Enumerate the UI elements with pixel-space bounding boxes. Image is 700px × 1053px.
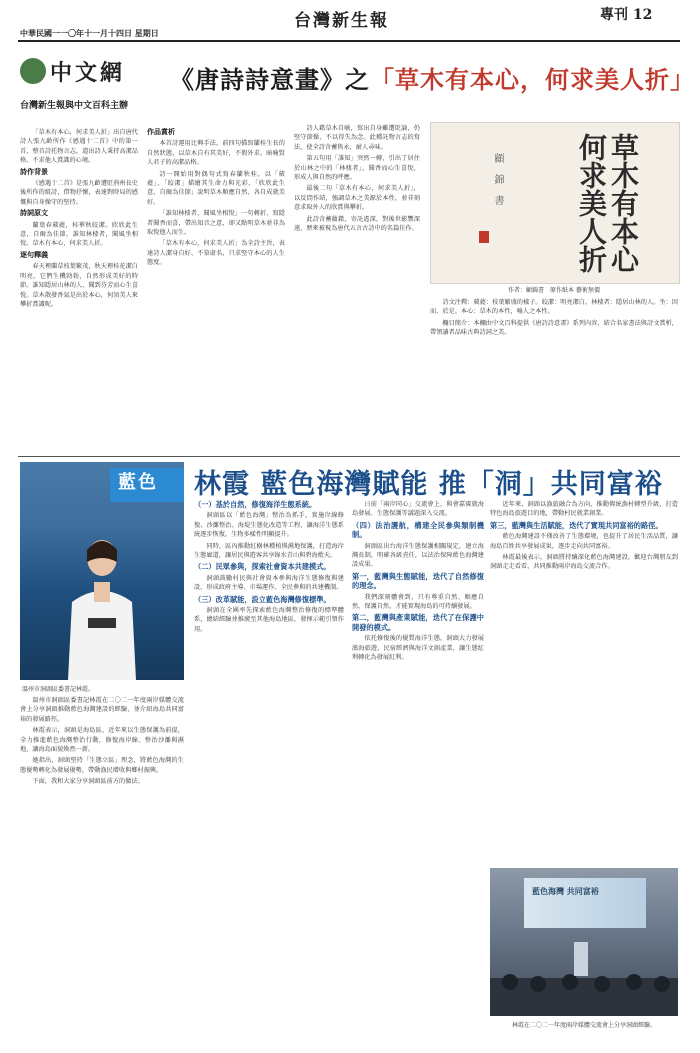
event-photo [490,868,678,1016]
section-heading: 詩作背景 [20,167,48,176]
section-heading: 詩詞原文 [20,209,48,218]
top-column-1 [20,128,138,448]
paragraph: 藍色海灣建設不僅改善了生態環境，也提升了居民生活品質，讓海島百姓共享發展成果，逐步走向共同富裕。 [490,533,678,550]
paragraph: 詩文注釋：葳蕤：枝葉繁盛的樣子。皎潔：明亮潔白。林棲者：隱居山林的人。坐：因而、於是。本心：草木的本性，喻人之本性。 [430,299,678,316]
calligraphy-line-1: 草木有本心 [607,133,640,273]
paragraph: 洞頭區以「藍色海灣」整治為抓手，實施岸線修復、沙灘整治、海堤生態化改造等工程，讓海洋生態系統逐步恢復，生物多樣性明顯提升。 [194,512,344,539]
bottom-column-3 [352,500,484,1040]
logo-icon [20,58,46,84]
section-heading: （四）法治護航，構建全民參與類制機制。 [352,520,484,540]
paragraph: 近年來，洞頭以漁旅融合為方向，推動傳統漁村轉型升級，打造特色海島旅遊目的地，帶動村民就業創業。 [490,501,678,518]
top-column-3 [294,124,420,454]
top-column-4 [430,298,678,378]
calligraphy-signature: 顧 錦 書 [492,153,503,205]
top-column-2 [147,128,285,448]
calligraphy-line-2: 何求美人折 [575,133,608,273]
page-section: 專刊 [600,7,628,23]
paragraph: 第五句用「誰知」突然一轉，引出了居住於山林之中的「林棲者」，聞香而心生喜悅，形成人與自然的呼應。 [294,155,420,182]
calligraphy-caption: 作者：顧錦書 原作紙本 藝術無價 [508,287,600,294]
portrait-caption: 溫州市洞頭區委書記林霞。 [22,686,95,693]
paragraph: 本首詩運用比興手法，前四句描寫蘭桂生長的自然狀態，以草木自有其美好，不假外求，暗喻賢人君子的高潔品格。 [147,140,285,167]
section-heading: 逐句釋義 [20,250,48,259]
paragraph: 我們深刻體會到，只有尊重自然、順應自然、保護自然，才能實現海島的可持續發展。 [352,593,484,611]
paragraph: 最後二句「草木有本心，何求美人折」，以反問作結，強調草木之美源於本性，並非刻意求取外人的欣賞與攀折。 [294,185,420,212]
paragraph: 欄目簡介：本欄由中文百科提供《唐詩詩意畫》系列內容，結合名家書法與詩文賞析，帶領讀者品味古典詩詞之美。 [430,319,678,337]
seal-stamp [479,231,489,243]
page-number: 12 [632,7,653,23]
section-heading: （二）民眾參與，探索社會資本共建模式。 [194,562,331,572]
section-heading: 第二，藍灣與產業賦能，迭代了在保護中開發的模式。 [352,613,484,632]
paragraph: 洞頭鼓勵村民與社會資本參與海洋生態修復與建設，形成政府主導、市場運作、全民參與的共建機制。 [194,574,344,592]
section-heading: 第三，藍灣與生活賦能，迭代了實現共同富裕的路徑。 [490,520,663,530]
paragraph: 洞頭區出台海洋生態保護相關規定，建立海灣長制，明確各級責任，以法治保障藍色海灣建設成果。 [352,542,484,569]
calligraphy-text [575,133,639,273]
paragraph: 「草木有本心，何求美人折」為全詩主旨，表達詩人潔身自好、不慕虛名，只求堅守本心的人生態度。 [147,240,285,267]
stage-screen [524,878,646,928]
stage-screen-text: 藍色海灣 共同富裕 [532,887,599,896]
column-logo [20,56,162,126]
paragraph: 溫州市洞頭區委書記林霞在二〇二一年度兩岸媒體交流會上分享洞頭推動藍色海灣建設的經驗，並介紹海島共同富裕的發展路徑。 [20,697,184,723]
section-heading: （一）基於自然，修復海洋生態系統。 [194,500,317,509]
section-divider [18,456,680,457]
paragraph: 蘭葉春葳蕤，桂華秋皎潔。欣欣此生意，自爾為佳節。誰知林棲者，聞風坐相悅。草木有本心，何求美人折。 [20,221,138,248]
paragraph: 同時，區內推動紅樹林種植與濕地保護，打造海岸生態廊道，讓居民與遊客共享綠水青山與碧海藍天。 [194,542,344,560]
paragraph: 下面，我和大家分享洞頭區前方的做法。 [32,778,144,786]
paragraph: 林霞最後表示，洞頭將持續深化藍色海灣建設，歡迎台灣朋友到洞頭走走看看，共同推動兩岸海島交流合作。 [490,554,678,571]
header-rule [18,40,680,42]
page-header [0,0,700,42]
paragraph: 詩一開始用對偶句式寫春蘭秋桂，以「葳蕤」、「皎潔」描繪其生命力與光彩，「欣欣此生意，自爾為佳節」說明草木順應自然、各自成就美好。 [147,170,285,206]
speaker-figure [60,532,144,680]
event-photo-caption: 林霞在二〇二一年度兩岸媒體交流會上分享洞頭經驗。 [511,1022,656,1029]
section-heading: 作品賞析 [147,128,175,136]
portrait-photo [20,462,184,680]
issue-date: 中華民國一一〇年十一月十四日 星期日 [20,29,159,38]
newspaper-masthead: 台灣新生報 [294,11,389,31]
calligraphy-artwork [430,122,680,284]
page-label [600,4,652,24]
top-headline [170,60,695,95]
section-heading: （三）改革賦能，設立藍色海灣修復標準。 [194,594,331,604]
paragraph: 此詩含蓄蘊藉，寄託遙深，對後世影響深遠，歷來被視為唐代五言古詩中的名篇佳作。 [294,215,420,233]
photo-banner: 藍色 [110,468,184,502]
section-heading: 第一，藍灣與生態賦能，迭代了自然修復的理念。 [352,571,484,591]
paragraph: 「草木有本心，何求美人折」出自唐代詩人張九齡所作《感遇十二首》中的第一首，整首詩托物言志，道出詩人秉持高潔品格、不求他人賞識的心境。 [20,129,138,165]
paragraph: 洞頭在全國率先探索藍色海灣整治修復的標準體系，總結經驗並推廣至其他海島地區，發揮示範引領作用。 [194,607,344,633]
headline-prefix: 《唐詩詩意畫》之 [170,65,370,94]
audience-figures [490,938,678,1016]
paragraph: 依托修復後的優質海洋生態，洞頭大力發展濱海旅遊、民宿經濟與海洋文創產業，讓生態紅利轉化為發展紅利。 [352,635,484,662]
paragraph: 《感遇十二首》是張九齡遭貶荊州長史後所作的組詩，借物抒懷，表達對時局的感慨與自身操守的堅持。 [20,180,138,206]
bottom-column-1 [20,696,184,1014]
bottom-column-2 [194,500,344,1040]
paragraph: 日前「兩岸同心」交流會上，與會嘉賓就海島發展、生態保護等議題深入交流。 [352,501,484,518]
headline-main: 「草木有本心，何求美人折」 [370,65,695,94]
paragraph: 詩人藉草木自喻，寫出自身雖遭貶謫，仍堅守節操，不以得失為念。此種託物言志的寫法，使全詩含蓄雋永，耐人尋味。 [294,125,420,151]
logo-title: 中文網 [50,60,126,86]
paragraph: 春天裡蘭草枝葉繁茂，秋天裡桂花潔白明亮，它們生機勃勃，自然形成美好的時節。誰知隱居山林的人，聞到芬芳而心生喜悅。草木散發香氣是出於本心，何須美人來攀折賞識呢。 [20,263,138,308]
paragraph: 「誰知林棲者，聞風坐相悅」一句轉折，寫隱者聞香而喜，帶出知音之意，卻又點明草木並非為取悅他人而生。 [147,210,285,237]
bottom-headline: 林霞 藍色海灣賦能 推「洞」共同富裕 [194,469,663,500]
logo-subtitle: 台灣新生報與中文百科主辦 [20,101,129,111]
paragraph: 林霞表示，洞頭是海島區，近年來以生態保護為前提，全力推進藍色海灣整治行動，修復海岸線、整治沙灘與濕地，讓海島面貌煥然一新。 [20,727,184,754]
paragraph: 她指出，洞頭堅持「生態立區」理念，將藍色海灣的生態優勢轉化為發展優勢，帶動漁民增收與鄉村振興。 [20,757,184,774]
